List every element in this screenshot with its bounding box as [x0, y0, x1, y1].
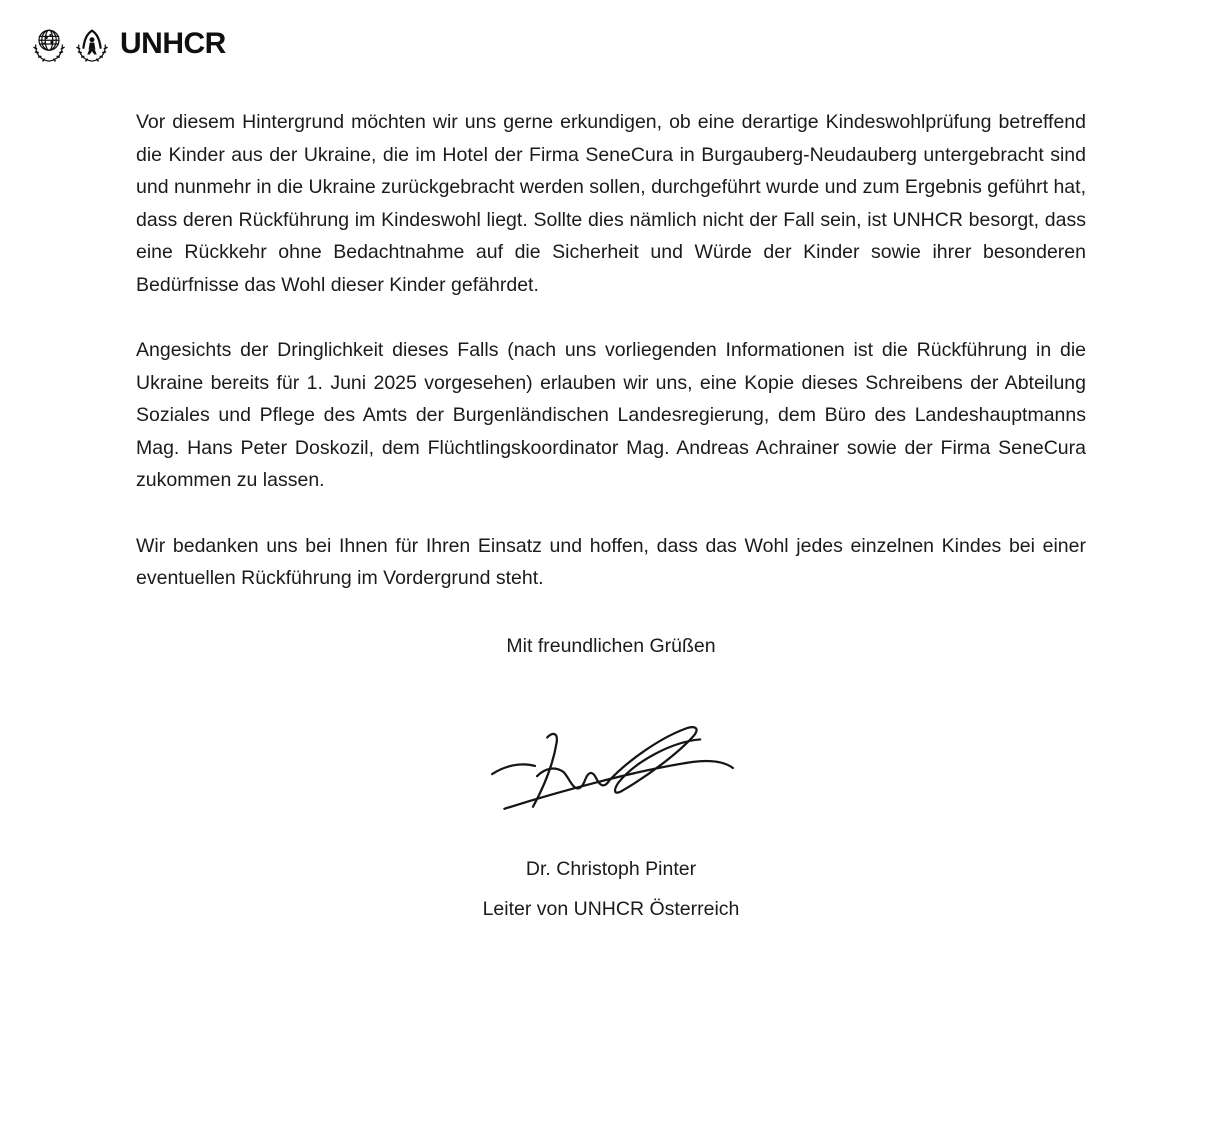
unhcr-refugee-emblem-icon: [73, 25, 111, 63]
un-globe-emblem-icon: [30, 25, 68, 63]
paragraph-dank: Wir bedanken uns bei Ihnen für Ihren Einsatz und hoffen, dass das Wohl jedes einzelnen Kindes bei einer eventuellen Rückführung im Vordergrund steht.: [136, 534, 1086, 589]
paragraph-dringlichkeit: Angesichts der Dringlichkeit dieses Falls (nach uns vorliegenden Informationen ist die Rückführung in die Ukraine bereits für 1. Juni 2025 vorgesehen) erlauben wir uns, eine Kopie dieses Schreibens der Abteilung Soziales und Pflege des Amts der Burgenländischen Landesregierung, dem Büro des Landeshauptmanns Mag. Hans Peter Doskozil, dem Flüchtlingskoordinator Mag. Andreas Achrainer sowie der Firma SeneCura zukommen zu lassen.: [136, 339, 1086, 491]
unhcr-logo: [30, 25, 226, 63]
letter-body: [136, 106, 1086, 929]
paragraph-kindeswohlpruefung: Vor diesem Hintergrund möchten wir uns gerne erkundigen, ob eine derartige Kindeswohlprüfung betreffend die Kinder aus der Ukraine, die im Hotel der Firma SeneCura in Burgauberg-Neudauberg untergebracht sind und nunmehr in die Ukraine zurückgebracht werden sollen, durchgeführt wurde und zum Ergebnis geführt hat, dass deren Rückführung im Kindeswohl liegt. Sollte dies nämlich nicht der Fall sein, ist UNHCR besorgt, dass eine Rückkehr ohne Bedachtnahme auf die Sicherheit und Würde der Kinder sowie ihrer besonderen Bedürfnisse das Wohl dieser Kinder gefährdet.: [136, 111, 1086, 296]
logo-wordmark: UNHCR: [120, 27, 226, 60]
signer-name: Dr. Christoph Pinter: [525, 858, 697, 880]
signature-image: [484, 717, 739, 819]
signer-title: Leiter von UNHCR Österreich: [482, 898, 740, 920]
signoff-block: [136, 849, 1086, 929]
signature-block: [136, 717, 1086, 819]
closing-salutation: Mit freundlichen Grüßen: [506, 634, 716, 657]
